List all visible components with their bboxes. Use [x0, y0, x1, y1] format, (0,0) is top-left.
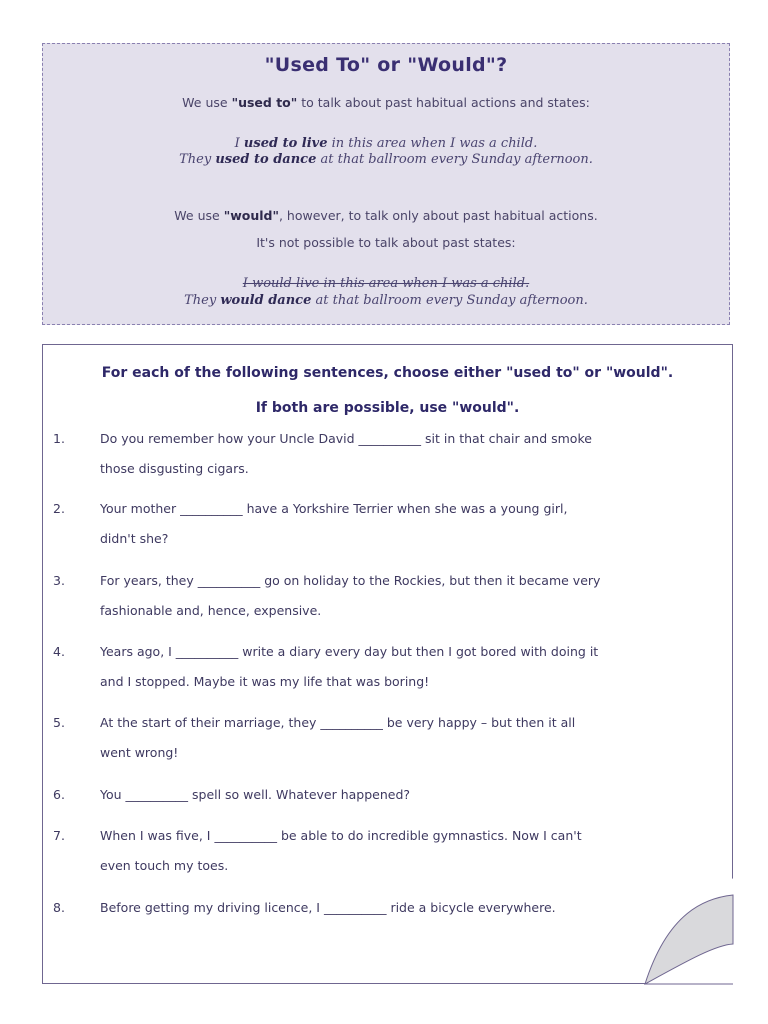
item-text: For years, they __________ go on holiday to the Rockies, but then it became very	[100, 573, 601, 588]
item-number: 3.	[53, 573, 65, 588]
item-text: didn't she?	[100, 531, 169, 546]
example-incorrect: I would live in this area when I was a child.	[242, 276, 530, 291]
rule-states: It's not possible to talk about past states:	[256, 235, 516, 250]
rule-text: to talk about past habitual actions and states:	[297, 95, 590, 110]
item-text: When I was five, I __________ be able to do incredible gymnastics. Now I can't	[100, 828, 582, 843]
item-number: 1.	[53, 431, 65, 446]
item-number: 2.	[53, 501, 65, 516]
item-text: You __________ spell so well. Whatever happened?	[100, 787, 411, 802]
item-number: 6.	[53, 787, 65, 802]
example-text: They	[179, 152, 216, 167]
item-number: 7.	[53, 828, 65, 843]
example-text: I	[234, 136, 244, 151]
rule-text: We use	[182, 95, 232, 110]
item-text: Do you remember how your Uncle David __________ sit in that chair and smoke	[100, 431, 592, 446]
item-text: Years ago, I __________ write a diary every day but then I got bored with doing it	[100, 644, 599, 659]
rule-text: We use	[174, 208, 224, 223]
info-title: "Used To" or "Would"?	[264, 54, 508, 76]
example-text: They	[184, 293, 221, 308]
instruction-line-2: If both are possible, use "would".	[255, 400, 520, 416]
item-text: At the start of their marriage, they __________ be very happy – but then it all	[100, 715, 576, 730]
item-text: even touch my toes.	[100, 858, 229, 873]
item-text: and I stopped. Maybe it was my life that was boring!	[100, 674, 430, 689]
rule-keyword: "would"	[223, 208, 279, 223]
item-text: Your mother __________ have a Yorkshire Terrier when she was a young girl,	[100, 501, 568, 516]
item-number: 8.	[53, 900, 65, 915]
example-text: at that ballroom every Sunday afternoon.	[311, 293, 588, 308]
rule-text: , however, to talk only about past habitual actions.	[278, 208, 598, 223]
example-text: in this area when I was a child.	[327, 136, 538, 151]
item-number: 4.	[53, 644, 65, 659]
item-number: 5.	[53, 715, 65, 730]
example-keyword: used to dance	[215, 152, 317, 167]
example-keyword: would dance	[220, 293, 312, 308]
rule-keyword: "used to"	[231, 95, 298, 110]
item-text: those disgusting cigars.	[100, 461, 249, 476]
item-text: fashionable and, hence, expensive.	[100, 603, 322, 618]
item-text: went wrong!	[100, 745, 179, 760]
example-text: at that ballroom every Sunday afternoon.	[316, 152, 593, 167]
item-text: Before getting my driving licence, I __________ ride a bicycle everywhere.	[100, 900, 556, 915]
example-keyword: used to live	[243, 136, 328, 151]
instruction-line-1: For each of the following sentences, choose either "used to" or "would".	[101, 365, 674, 381]
